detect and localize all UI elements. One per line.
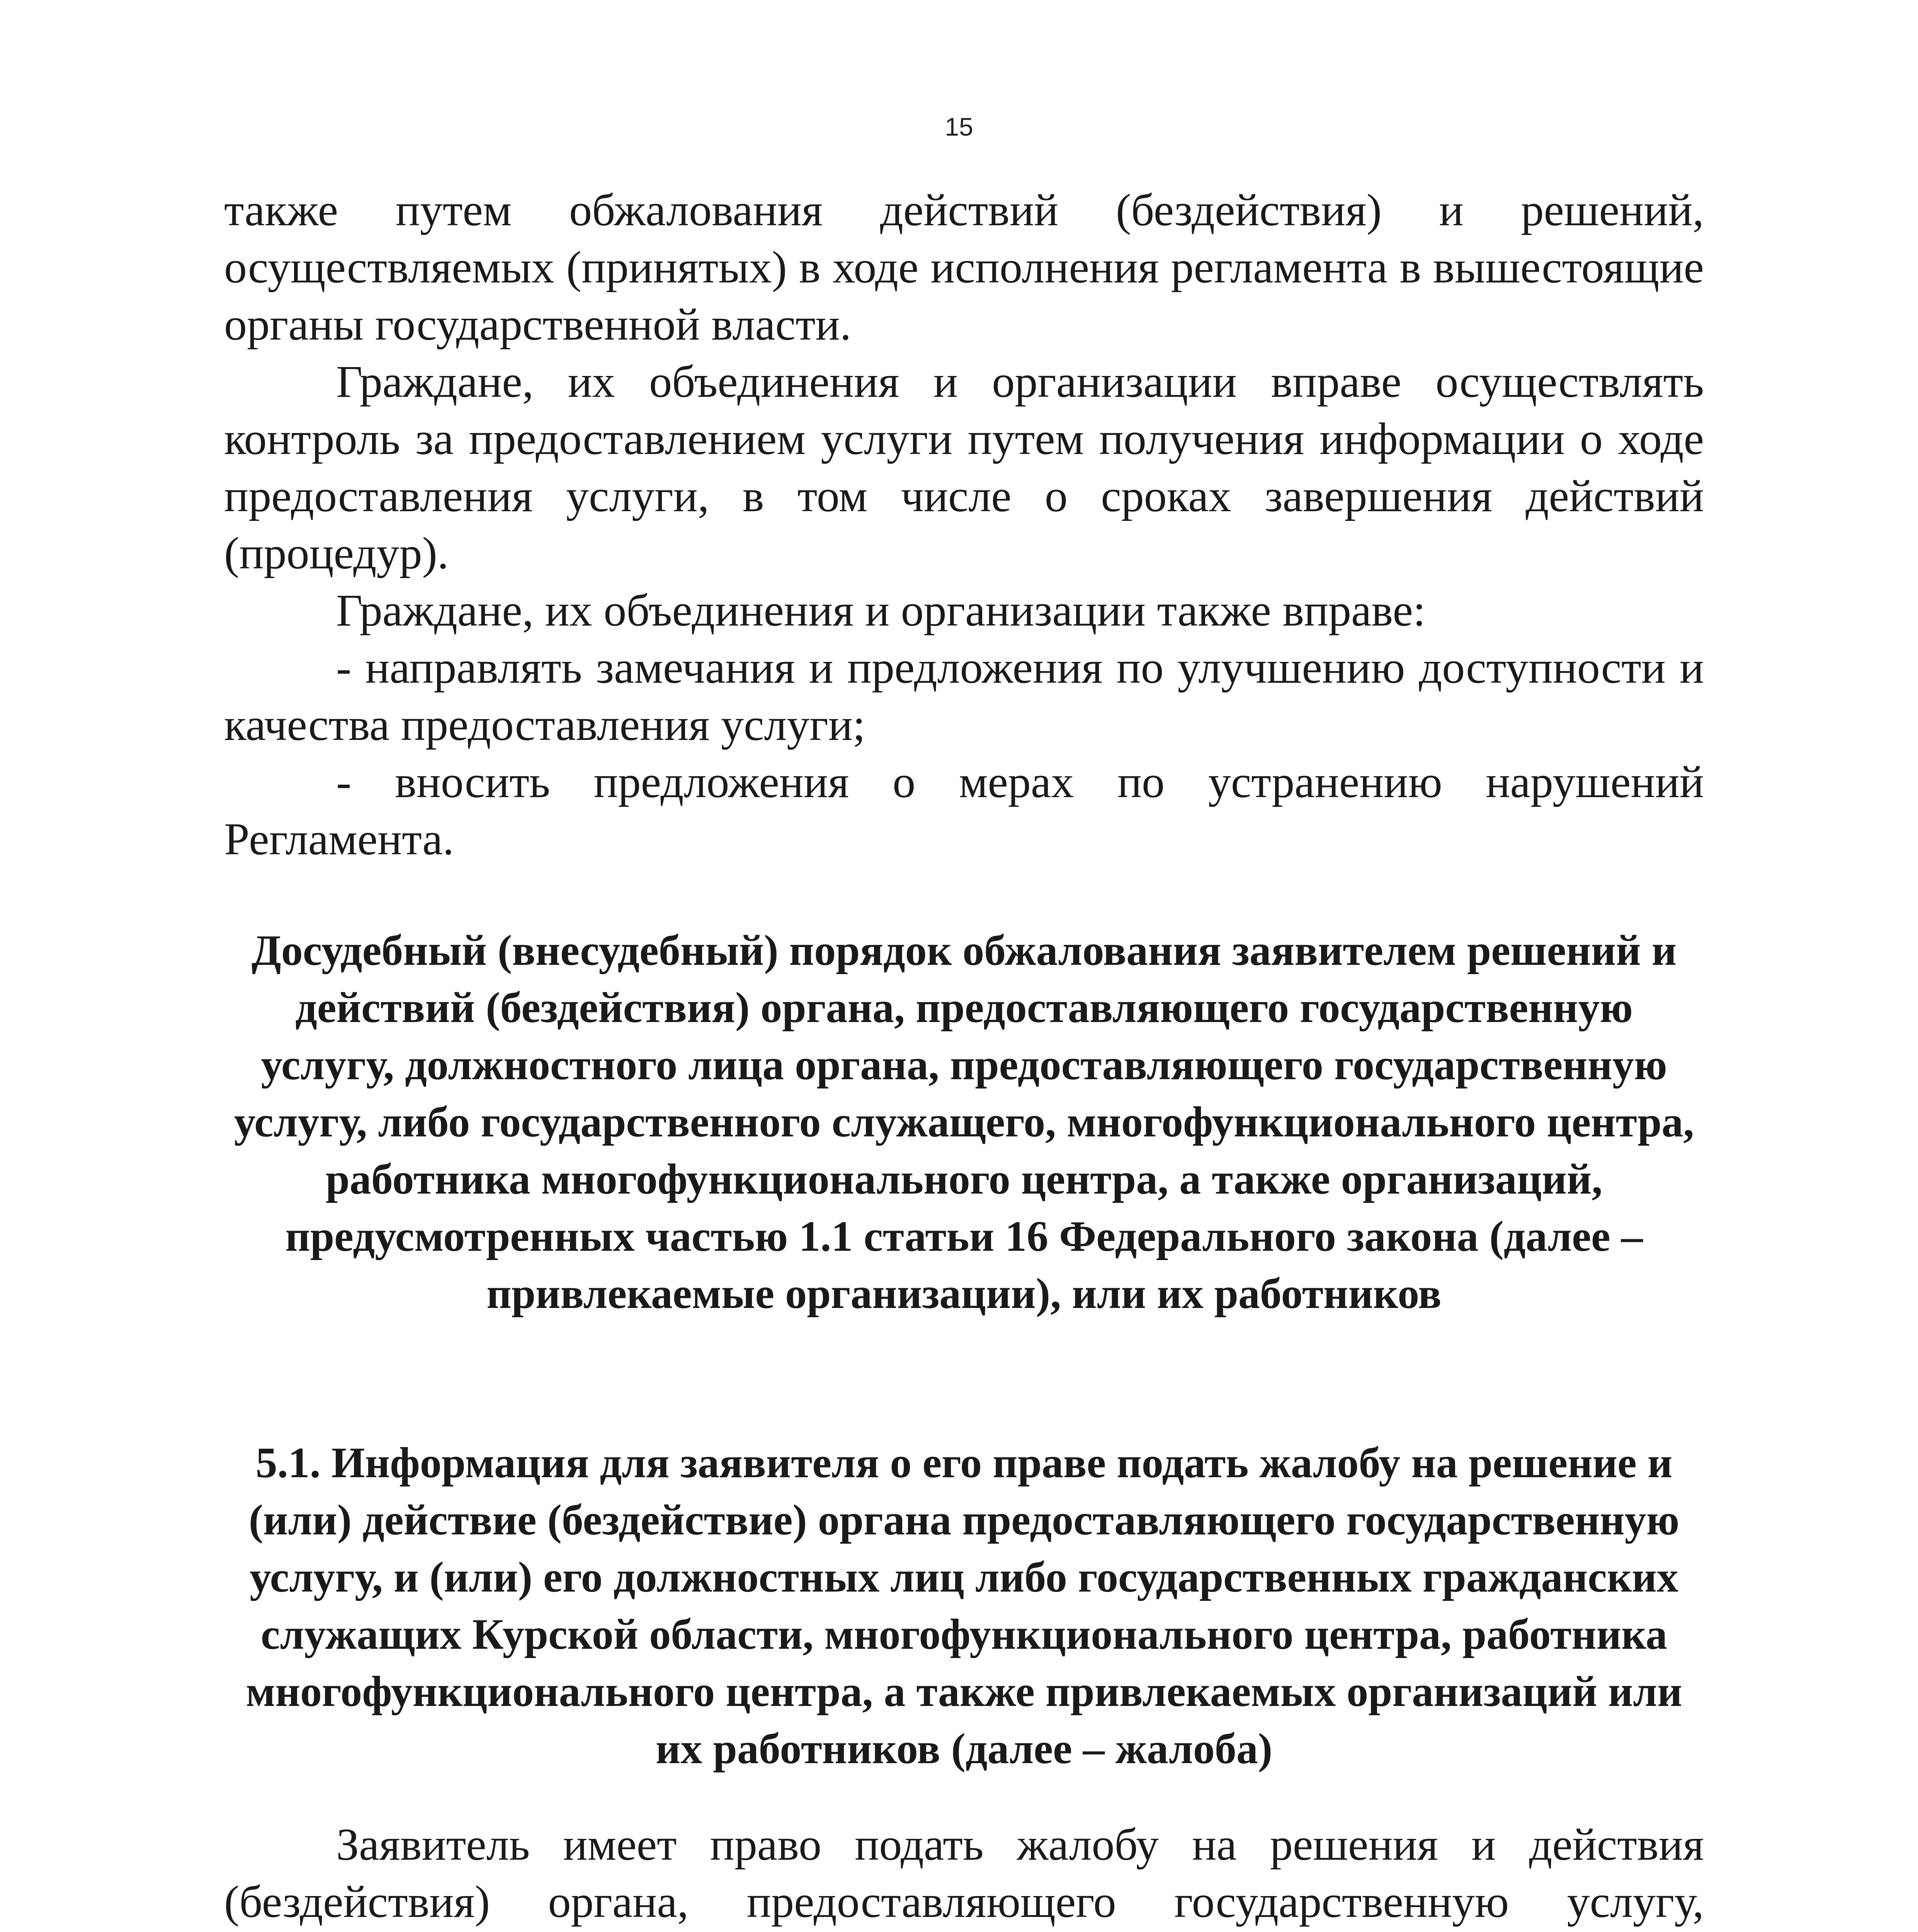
paragraph-citizens-control: Граждане, их объединения и организации вправе осуществлять контроль за предоставлением услуги путем получения информации о ходе предоставления услуги, в том числе о сроках завершения действий (процедур). bbox=[224, 356, 1704, 578]
paragraph-appeal-continuation: также путем обжалования действий (бездействия) и решений, осуществляемых (принятых) в ходе исполнения регламента в вышестоящие органы государственной власти. bbox=[224, 185, 1704, 350]
section-title: Досудебный (внесудебный) порядок обжалования заявителем решений и действий (бездействия) органа, предоставляющего государственную услугу, должностного лица органа, предоставляющего государственную услугу, либо государственного служащего, многофункционального центра, работника многофункционального центра, а также организаций, предусмотренных частью 1.1 статьи 16 Федерального закона (далее – привлекаемые организации), или их работников bbox=[234, 927, 1694, 1318]
spacer bbox=[224, 1777, 1704, 1816]
page-number: 15 bbox=[945, 112, 973, 141]
spacer bbox=[224, 1322, 1704, 1434]
subsection-5-1-title: 5.1. Информация для заявителя о его праве подать жалобу на решение и (или) действие (бездействие) органа предоставляющего государственную услугу, и (или) его должностных лиц либо государственных гражданских служащих Курской области, многофункционального центра, работника многофункционального центра, а также привлекаемых организаций или их работников (далее – жалоба) bbox=[246, 1439, 1682, 1773]
list-item-proposals: - вносить предложения о мерах по устранению нарушений Регламента. bbox=[224, 757, 1704, 864]
list-item-remarks: - направлять замечания и предложения по улучшению доступности и качества предоставления услуги; bbox=[224, 642, 1704, 750]
paragraph-citizens-rights: Граждане, их объединения и организации также вправе: bbox=[336, 585, 1426, 636]
spacer bbox=[224, 868, 1704, 922]
paragraph-right-to-complain: Заявитель имеет право подать жалобу на решения и действия (бездействия) органа, предоставляющего государственную услугу, bbox=[224, 1819, 1704, 1927]
page-content bbox=[224, 182, 1704, 1932]
